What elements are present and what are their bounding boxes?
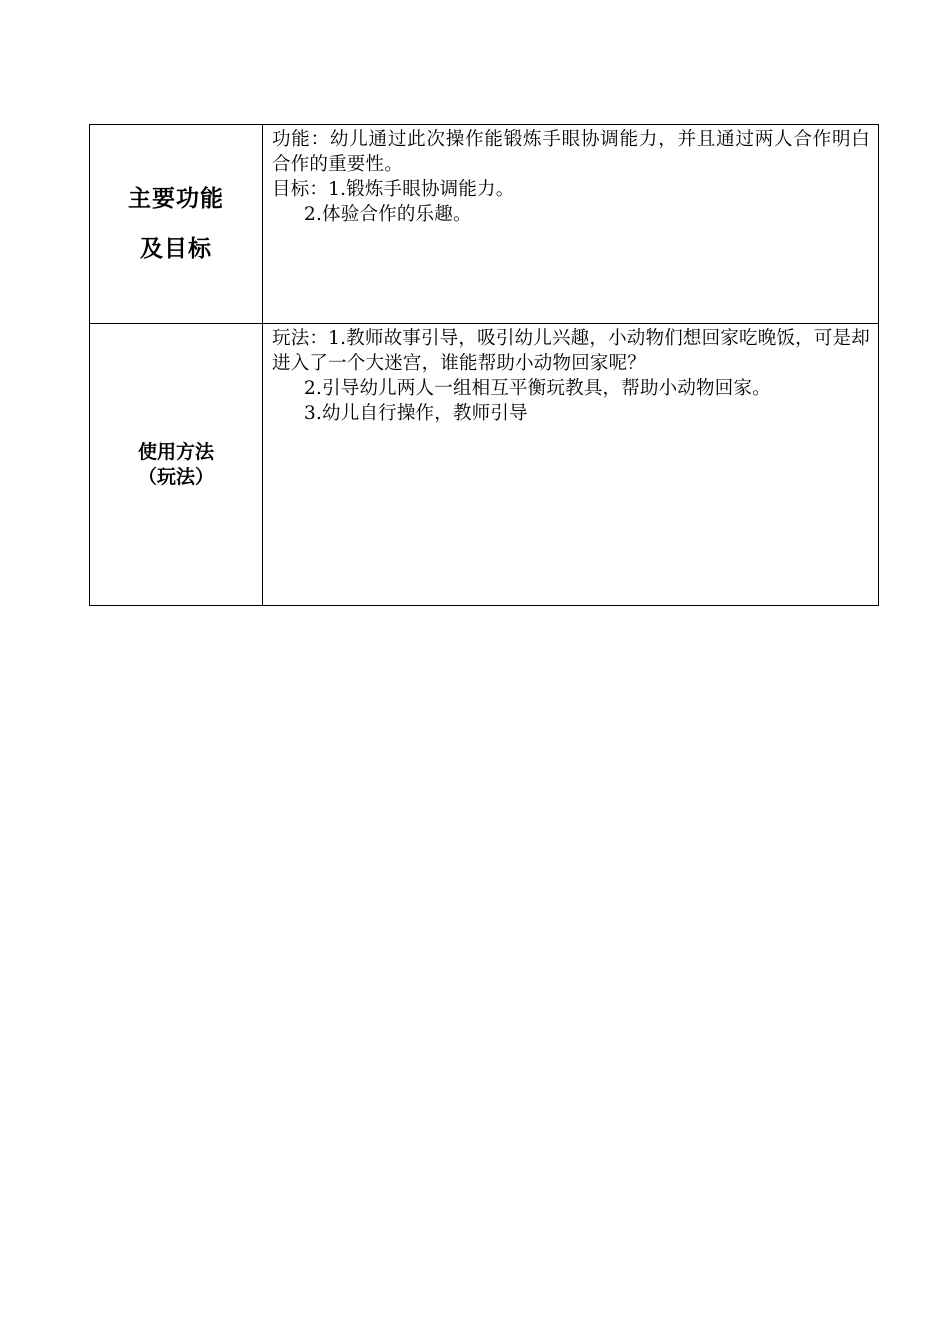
table-row-usage [90,324,879,606]
usage-content [263,324,879,606]
goal-paragraph: 目标：1.锻炼手眼协调能力。 [272,179,515,200]
function-goals-content [263,125,879,324]
label-line: 主要功能 [128,186,224,212]
usage-paragraph: 玩法：1.教师故事引导，吸引幼儿兴趣，小动物们想回家吃晚饭，可是却进入了一个大迷宫，谁能帮助小动物回家呢？ [272,328,870,374]
table-row-function-goals [90,125,879,324]
usage-step-paragraph: 2.引导幼儿两人一组相互平衡玩教具，帮助小动物回家。 [304,378,771,399]
goal-item-paragraph: 2.体验合作的乐趣。 [304,204,472,225]
label-line: 及目标 [140,236,212,262]
label-line: 使用方法 [137,440,214,463]
label-line: （玩法） [137,465,214,488]
toy-info-table [89,124,879,606]
function-paragraph: 功能：幼儿通过此次操作能锻炼手眼协调能力，并且通过两人合作明白合作的重要性。 [272,129,870,175]
row-label-usage [90,324,263,606]
usage-step-paragraph: 3.幼儿自行操作，教师引导 [304,403,528,424]
row-label-function-goals [90,125,263,324]
